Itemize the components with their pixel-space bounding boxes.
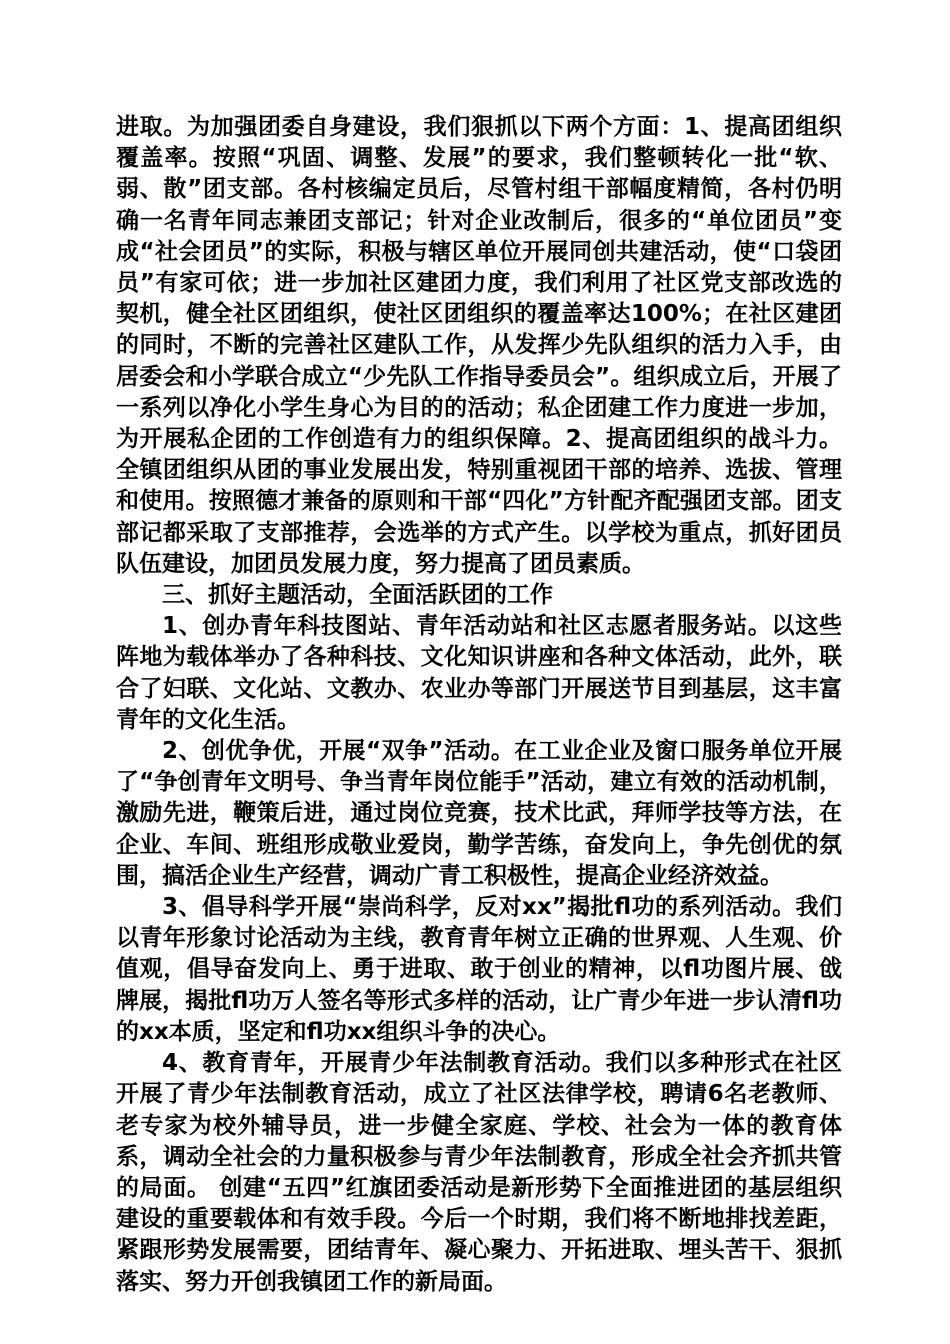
document-page [116,112,842,1298]
paragraph-item-3: 3、倡导科学开展“崇尚科学，反对xx”揭批fl功的系列活动。我们以青年形象讨论活动为主线，教育青年树立正确的世界观、人生观、价值观，倡导奋发向上、勇于进取、敢于创业的精神，以fl功图片展、戗牌展，揭批fl功万人签名等形式多样的活动，让广青少年进一步认清fl功的xx本质，坚定和fl功xx组织斗争的决心。 [116,894,842,1045]
paragraph-item-4: 4、教育青年，开展青少年法制教育活动。我们以多种形式在社区开展了青少年法制教育活动，成立了社区法律学校，聘请6名老教师、老专家为校外辅导员，进一步健全家庭、学校、社会为一体的教育体系，调动全社会的力量积极参与青少年法制教育，形成全社会齐抓共管的局面。 创建“五四”红旗团委活动是新形势下全面推进团的基层组织建设的重要载体和有效手段。今后一个时期，我们将不断地排找差距，紧跟形势发展需要，团结青年、凝心聚力、开拓进取、埋头苦干、狠抓落实、努力开创我镇团工作的新局面。 [116,1050,842,1295]
section-heading-theme-activities: 三、抓好主题活动，全面活跃团的工作 [162,582,553,609]
paragraph-item-2: 2、创优争优，开展“双争”活动。在工业企业及窗口服务单位开展了“争创青年文明号、争当青年岗位能手”活动，建立有效的活动机制，激励先进，鞭策后进，通过岗位竞赛，技术比武，拜师学技等方法，在企业、车间、班组形成敬业爱岗，勤学苦练，奋发向上，争先创优的氛围，搞活企业生产经营，调动广青工积极性，提高企业经济效益。 [116,738,842,889]
paragraph-item-1: 1、创办青年科技图站、青年活动站和社区志愿者服务站。以这些阵地为载体举办了各种科技、文化知识讲座和各种文体活动，此外，联合了妇联、文化站、文教办、农业办等部门开展送节目到基层，这丰富青年的文化生活。 [116,613,842,733]
paragraph-team-building: 进取。为加强团委自身建设，我们狠抓以下两个方面：1、提高团组织覆盖率。按照“巩固、调整、发展”的要求，我们整顿转化一批“软、弱、散”团支部。各村核编定员后，尽管村组干部幅度精简，各村仍明确一名青年同志兼团支部记；针对企业改制后，很多的“单位团员”变成“社会团员”的实际，积极与辖区单位开展同创共建活动，使“口袋团员”有家可依；进一步加社区建团力度，我们利用了社区党支部改选的契机，健全社区团组织，使社区团组织的覆盖率达100%；在社区建团的同时，不断的完善社区建队工作，从发挥少先队组织的活力入手，由居委会和小学联合成立“少先队工作指导委员会”。组织成立后，开展了一系列以净化小学生身心为目的的活动；私企团建工作力度进一步加，为开展私企团的工作创造有力的组织保障。2、提高团组织的战斗力。全镇团组织从团的事业发展出发，特别重视团干部的培养、选拔、管理和使用。按照德才兼备的原则和干部“四化”方针配齐配强团支部。团支部记都采取了支部推荐，会选举的方式产生。以学校为重点，抓好团员队伍建设，加团员发展力度，努力提高了团员素质。 [116,114,842,577]
